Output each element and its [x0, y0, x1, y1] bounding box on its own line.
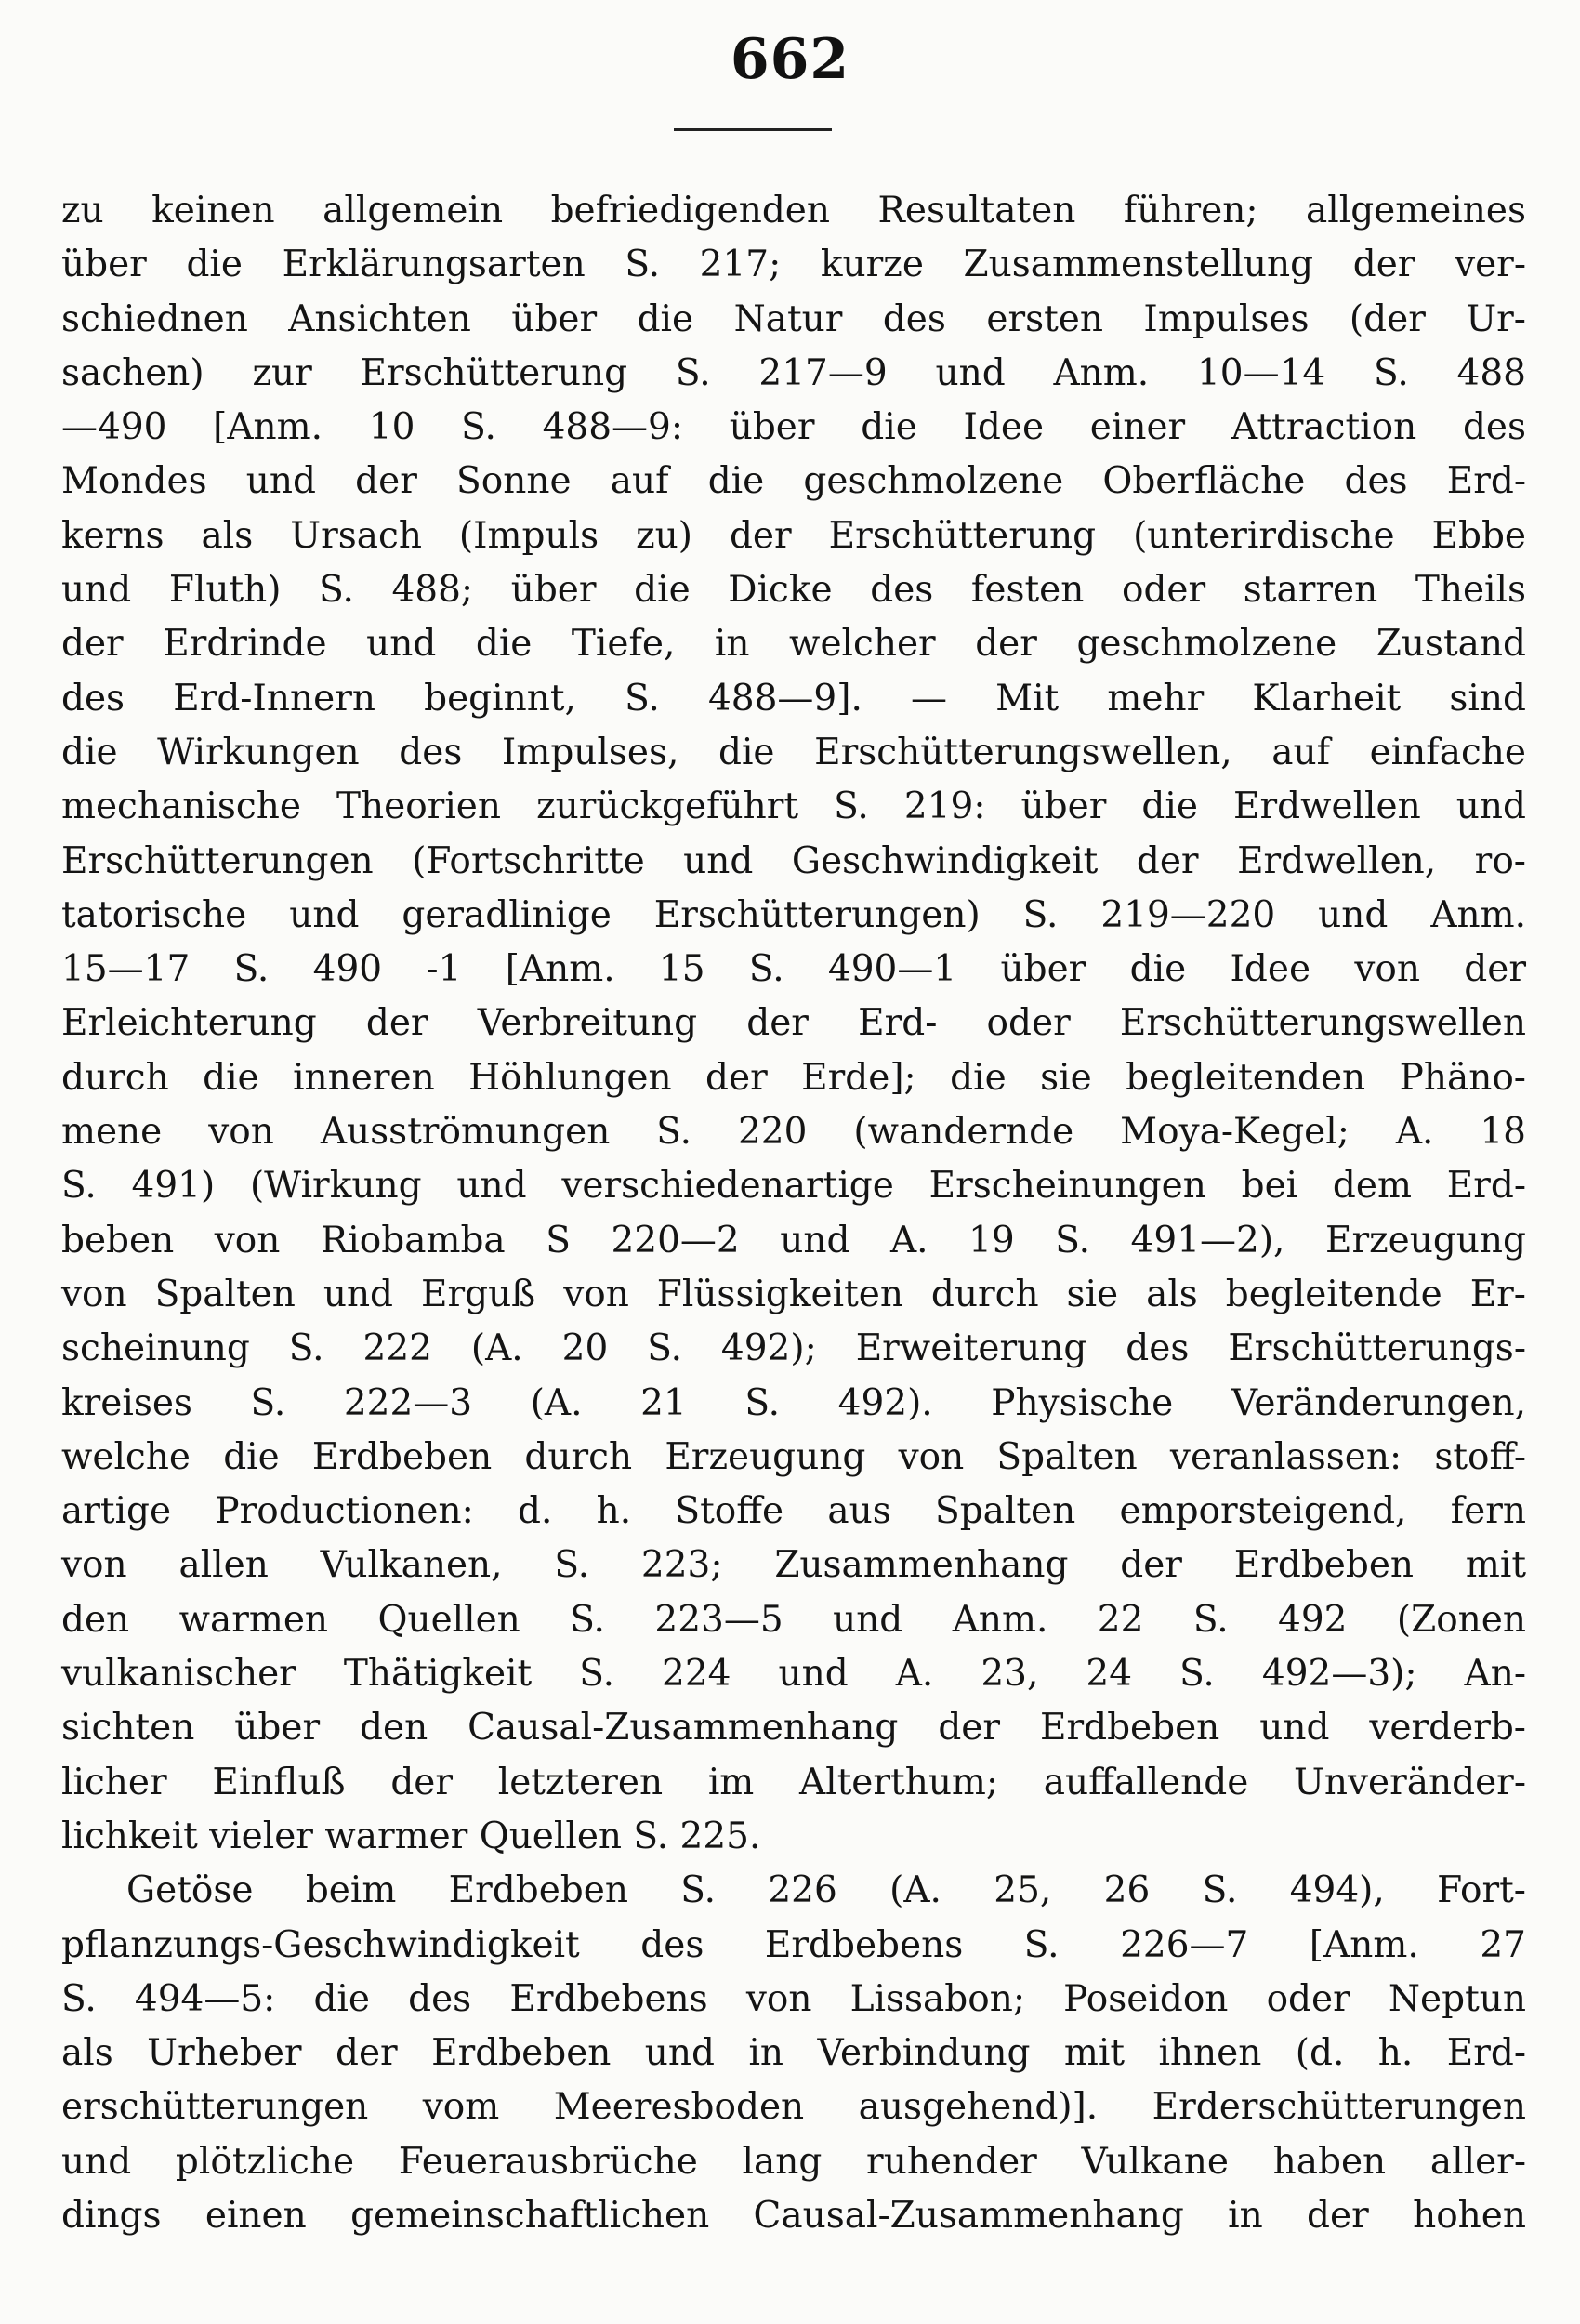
text-line: S. 494—5: die des Erdbebens von Lissabon; Poseidon oder Neptun — [61, 1977, 1526, 2020]
text-line: tatorische und geradlinige Erschütterungen) S. 219—220 und Anm. — [61, 893, 1526, 936]
text-line: artige Productionen: d. h. Stoffe aus Spalten emporsteigend, fern — [61, 1490, 1526, 1533]
text-line: Erschütterungen (Fortschritte und Geschwindigkeit der Erdwellen, ro- — [61, 839, 1526, 882]
text-line: —490 [Anm. 10 S. 488—9: über die Idee einer Attraction des — [61, 406, 1526, 449]
text-line: Getöse beim Erdbeben S. 226 (A. 25, 26 S. 494), Fort- — [126, 1869, 1526, 1912]
text-line: kreises S. 222—3 (A. 21 S. 492). Physische Veränderungen, — [61, 1381, 1526, 1424]
text-line: kerns als Ursach (Impuls zu) der Erschütterung (unterirdische Ebbe — [61, 514, 1526, 557]
text-line: Mondes und der Sonne auf die geschmolzene Oberfläche des Erd- — [61, 460, 1526, 503]
text-line: lichkeit vieler warmer Quellen S. 225. — [61, 1815, 761, 1857]
text-line: erschütterungen vom Meeresboden ausgehend)]. Erderschütterungen — [61, 2086, 1526, 2129]
header-rule — [674, 128, 832, 131]
text-line: schiednen Ansichten über die Natur des ersten Impulses (der Ur- — [61, 297, 1526, 340]
text-line: den warmen Quellen S. 223—5 und Anm. 22 S. 492 (Zonen — [61, 1598, 1526, 1641]
text-line: als Urheber der Erdbeben und in Verbindung mit ihnen (d. h. Erd- — [61, 2032, 1526, 2075]
text-line: der Erdrinde und die Tiefe, in welcher der geschmolzene Zustand — [61, 623, 1526, 666]
text-line: die Wirkungen des Impulses, die Erschütterungswellen, auf einfache — [61, 731, 1526, 773]
text-line: mechanische Theorien zurückgeführt S. 219: über die Erdwellen und — [61, 786, 1526, 828]
text-line: von Spalten und Erguß von Flüssigkeiten durch sie als begleitende Er- — [61, 1273, 1526, 1315]
text-line: von allen Vulkanen, S. 223; Zusammenhang der Erdbeben mit — [61, 1544, 1526, 1587]
page-number: 662 — [730, 27, 850, 92]
text-line: S. 491) (Wirkung und verschiedenartige Erscheinungen bei dem Erd- — [61, 1165, 1526, 1208]
body-text — [61, 184, 1526, 2243]
text-line: sichten über den Causal-Zusammenhang der Erdbeben und verderb- — [61, 1707, 1526, 1750]
text-line: zu keinen allgemein befriedigenden Resultaten führen; allgemeines — [61, 190, 1526, 231]
text-line: durch die inneren Höhlungen der Erde]; die sie begleitenden Phäno- — [61, 1056, 1526, 1099]
text-line: mene von Ausströmungen S. 220 (wandernde Moya-Kegel; A. 18 — [61, 1111, 1526, 1154]
text-line: scheinung S. 222 (A. 20 S. 492); Erweiterung des Erschütterungs- — [61, 1327, 1526, 1370]
text-line: über die Erklärungsarten S. 217; kurze Zusammenstellung der ver- — [61, 244, 1526, 286]
text-line: 15—17 S. 490 -1 [Anm. 15 S. 490—1 über die Idee von der — [61, 948, 1526, 991]
text-line: Erleichterung der Verbreitung der Erd- oder Erschütterungswellen — [61, 1002, 1526, 1045]
text-line: licher Einfluß der letzteren im Alterthum; auffallende Unveränder- — [61, 1761, 1526, 1803]
text-line: und Fluth) S. 488; über die Dicke des festen oder starren Theils — [61, 569, 1526, 612]
text-line: dings einen gemeinschaftlichen Causal-Zusammenhang in der hohen — [61, 2194, 1526, 2237]
text-line: welche die Erdbeben durch Erzeugung von Spalten veranlassen: stoff- — [61, 1435, 1526, 1478]
text-line: sachen) zur Erschütterung S. 217—9 und Anm. 10—14 S. 488 — [61, 351, 1526, 394]
text-line: vulkanischer Thätigkeit S. 224 und A. 23, 24 S. 492—3); An- — [61, 1653, 1526, 1696]
text-line: pflanzungs-Geschwindigkeit des Erdbebens S. 226—7 [Anm. 27 — [61, 1923, 1526, 1966]
text-line: und plötzliche Feuerausbrüche lang ruhender Vulkane haben aller- — [61, 2140, 1526, 2183]
text-line: beben von Riobamba S 220—2 und A. 19 S. 491—2), Erzeugung — [61, 1219, 1526, 1261]
text-line: des Erd-Innern beginnt, S. 488—9]. — Mit mehr Klarheit sind — [61, 677, 1526, 720]
